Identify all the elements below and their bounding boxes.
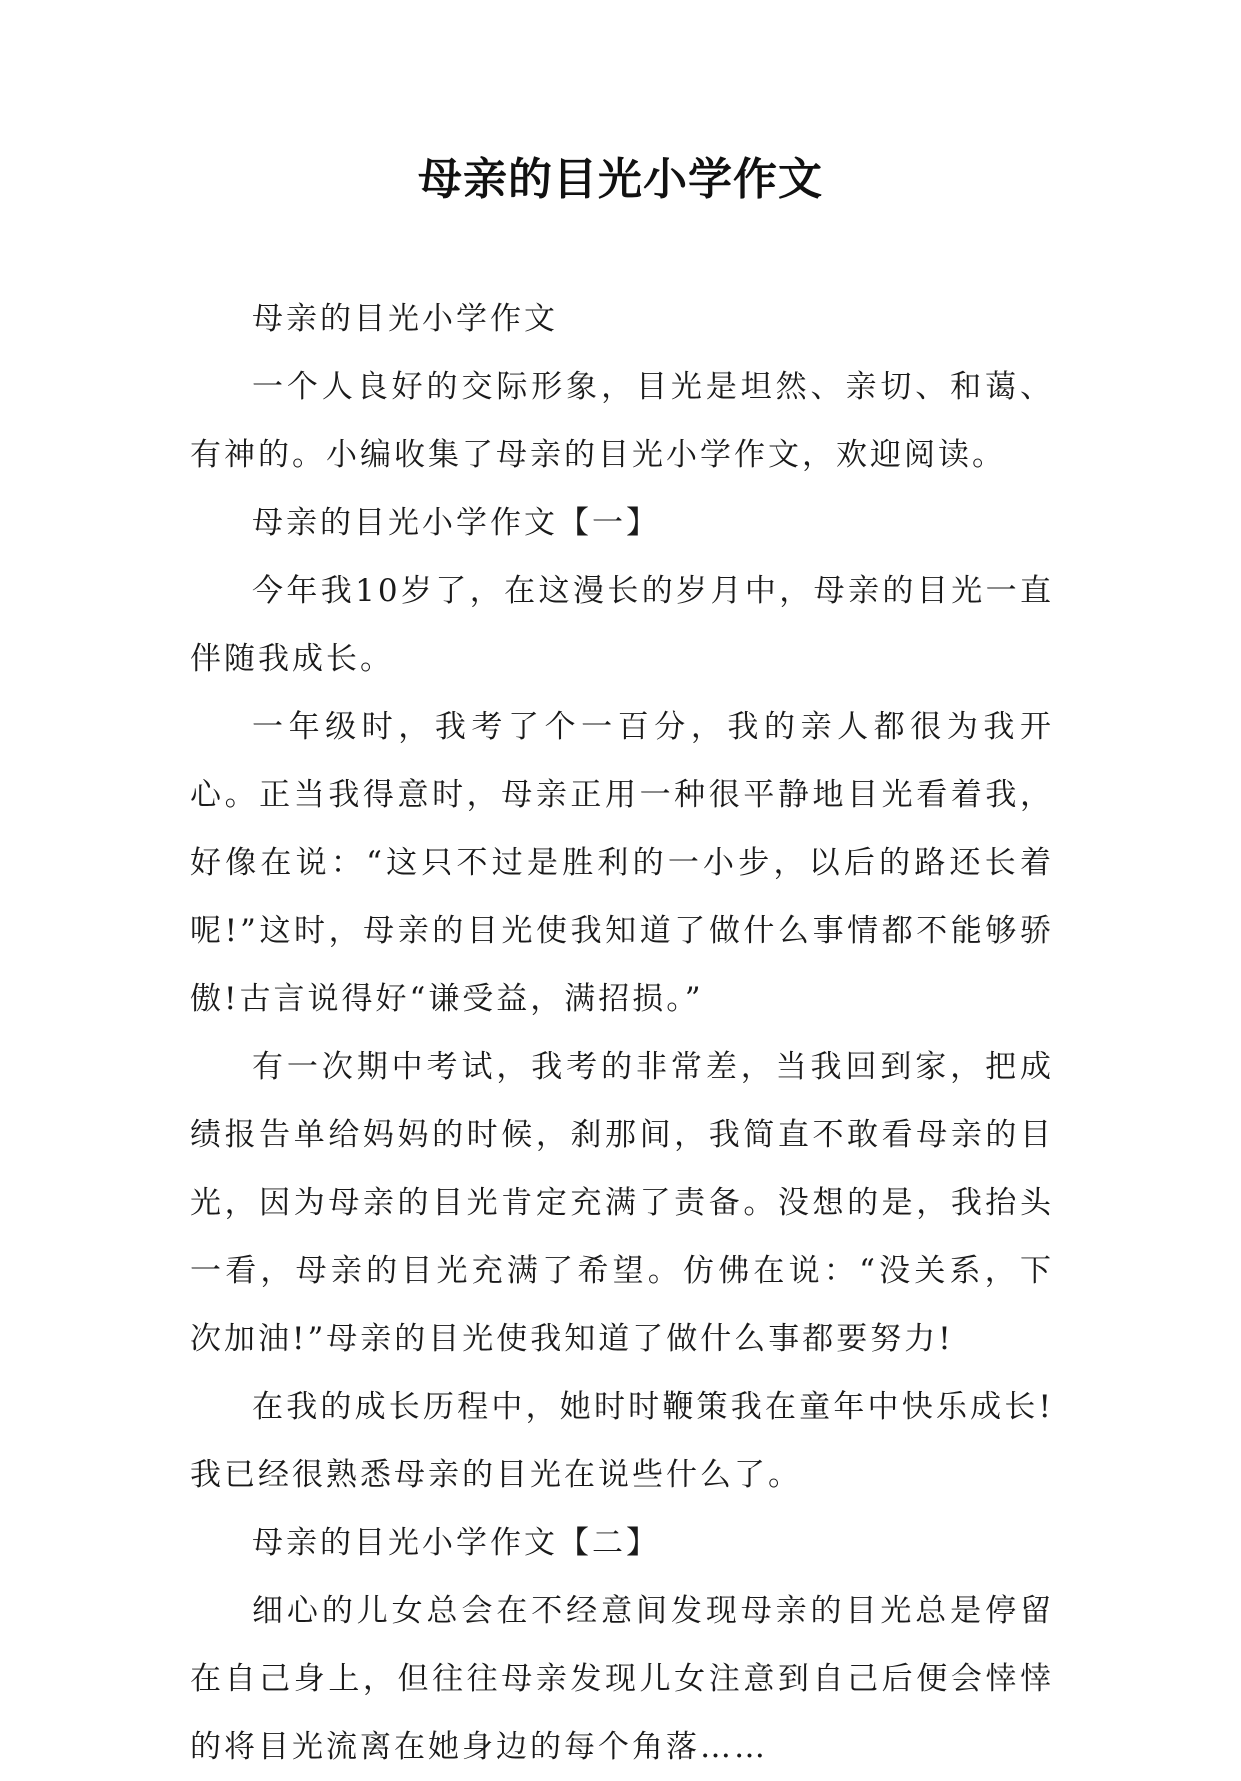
- paragraph: 有一次期中考试，我考的非常差，当我回到家，把成绩报告单给妈妈的时候，刹那间，我简直不敢看母亲的目光，因为母亲的目光肯定充满了责备。没想的是，我抬头一看，母亲的目光充满了希望。仿佛在说：“没关系，下次加油!”母亲的目光使我知道了做什么事都要努力!: [190, 1049, 1054, 1357]
- document-body: [190, 285, 1054, 1781]
- paragraph: 一年级时，我考了个一百分，我的亲人都很为我开心。正当我得意时，母亲正用一种很平静地目光看着我，好像在说：“这只不过是胜利的一小步，以后的路还长着呢!”这时，母亲的目光使我知道了做什么事情都不能够骄傲!古言说得好“谦受益，满招损。”: [190, 709, 1054, 1017]
- paragraph: 细心的儿女总会在不经意间发现母亲的目光总是停留在自己身上，但往往母亲发现儿女注意到自己后便会悻悻的将目光流离在她身边的每个角落……: [190, 1593, 1054, 1765]
- paragraph: 今年我10岁了，在这漫长的岁月中，母亲的目光一直伴随我成长。: [190, 573, 1054, 677]
- section-heading-two: 母亲的目光小学作文【二】: [252, 1525, 660, 1561]
- paragraph: 在我的成长历程中，她时时鞭策我在童年中快乐成长!我已经很熟悉母亲的目光在说些什么了。: [190, 1389, 1054, 1493]
- document-title: 母亲的目光小学作文: [418, 154, 823, 205]
- paragraph-heading: 母亲的目光小学作文: [252, 301, 558, 337]
- paragraph-intro: 一个人良好的交际形象，目光是坦然、亲切、和蔼、有神的。小编收集了母亲的目光小学作文，欢迎阅读。: [190, 369, 1054, 473]
- section-heading-one: 母亲的目光小学作文【一】: [252, 505, 660, 541]
